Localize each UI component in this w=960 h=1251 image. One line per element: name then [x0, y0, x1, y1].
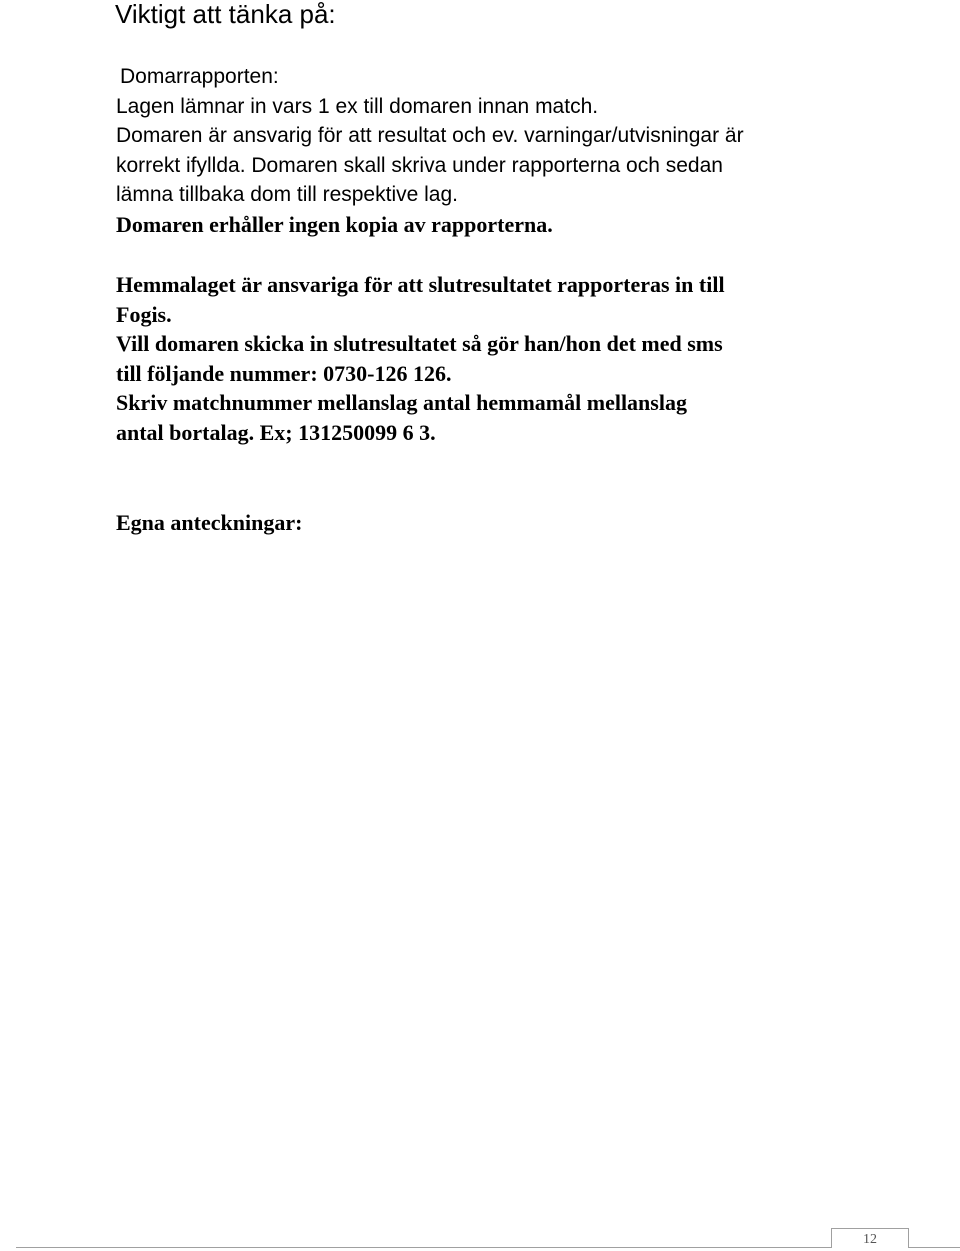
- report-line: Domaren är ansvarig för att resultat och ev. varningar/utvisningar är: [116, 124, 744, 147]
- report-line: korrekt ifyllda. Domaren skall skriva under rapporterna och sedan: [116, 153, 723, 177]
- report-line: Lagen lämnar in vars 1 ex till domaren innan match.: [116, 94, 599, 118]
- page-number: 12: [831, 1228, 909, 1248]
- no-copy-note: Domaren erhåller ingen kopia av rapporterna.: [116, 211, 553, 237]
- result-line: Fogis.: [116, 301, 172, 327]
- notes-label: Egna anteckningar:: [116, 510, 303, 535]
- result-line: till följande nummer: 0730-126 126.: [116, 360, 452, 386]
- result-line: Skriv matchnummer mellanslag antal hemmamål mellanslag: [116, 390, 687, 415]
- referee-report-label: Domarrapporten:: [120, 65, 279, 88]
- notes-section: [116, 508, 302, 538]
- result-line: Vill domaren skicka in slutresultatet så gör han/hon det med sms: [116, 331, 723, 356]
- result-reporting-section: [116, 270, 725, 447]
- result-line: antal bortalag. Ex; 131250099 6 3.: [116, 419, 436, 445]
- report-line: lämna tillbaka dom till respektive lag.: [116, 183, 458, 206]
- footer-divider: [16, 1247, 960, 1248]
- page-heading: Viktigt att tänka på:: [115, 0, 336, 29]
- referee-report-section: [116, 62, 744, 239]
- result-line: Hemmalaget är ansvariga för att slutresultatet rapporteras in till: [116, 272, 725, 297]
